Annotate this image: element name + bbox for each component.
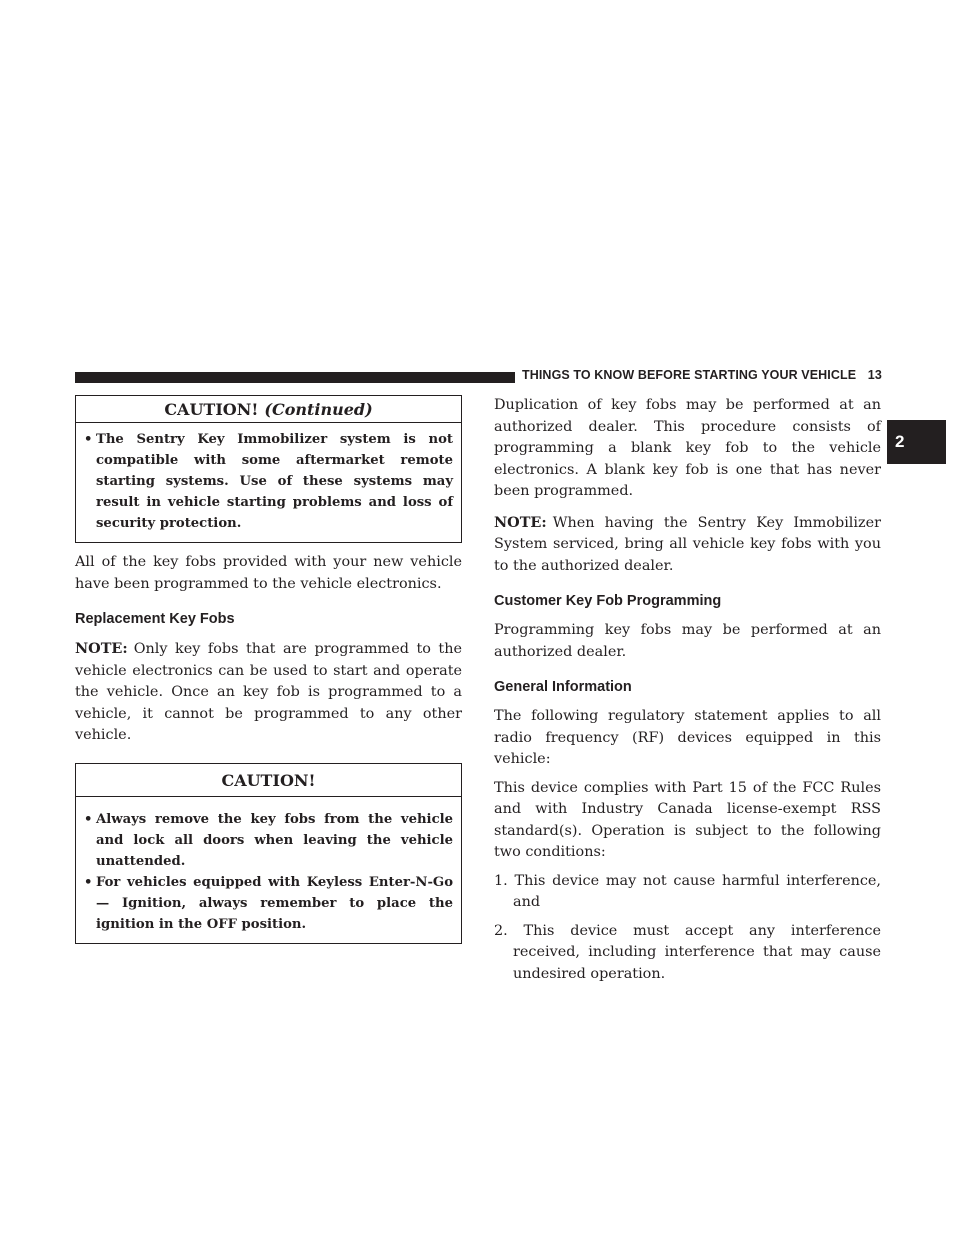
general-heading: General Information <box>494 679 632 695</box>
caution-item: • Always remove the key fobs from the vehicle and lock all doors when leaving the vehicle unattended. <box>84 809 453 872</box>
general-paragraph-2: This device complies with Part 15 of the FCC Rules and with Industry Canada license-exempt RSS standard(s). Operation is subject to the following two conditions: <box>494 779 881 860</box>
note-text: When having the Sentry Key Immobilizer System serviced, bring all vehicle key fobs with you to the authorized dealer. <box>494 514 881 574</box>
replacement-heading: Replacement Key Fobs <box>75 611 235 627</box>
customer-paragraph: Programming key fobs may be performed at an authorized dealer. <box>494 622 881 660</box>
caution-continued-title <box>76 396 461 423</box>
replacement-note <box>75 638 462 747</box>
service-note <box>494 512 881 578</box>
page-number: 13 <box>867 368 882 382</box>
duplication-paragraph: Duplication of key fobs may be performed at an authorized dealer. This procedure consists of programming a blank key fob to the vehicle electronics. A blank key fob is one that has never been programmed. <box>494 397 881 499</box>
section-title: THINGS TO KNOW BEFORE STARTING YOUR VEHICLE <box>522 368 857 382</box>
caution-label: CAUTION! <box>221 770 316 790</box>
chapter-tab[interactable]: 2 <box>887 420 946 464</box>
left-column <box>75 395 462 944</box>
running-header <box>522 368 892 382</box>
caution-item: • The Sentry Key Immobilizer system is not compatible with some aftermarket remote starting systems. Use of these systems may result in vehicle starting problems and loss of security protection. <box>84 429 453 534</box>
right-column <box>494 395 881 985</box>
caution-item: • For vehicles equipped with Keyless Enter-N-Go — Ignition, always remember to place the ignition in the OFF position. <box>84 872 453 935</box>
intro-paragraph: All of the key fobs provided with your new vehicle have been programmed to the vehicle electronics. <box>75 554 462 592</box>
note-label: NOTE: <box>75 640 128 657</box>
customer-heading: Customer Key Fob Programming <box>494 593 722 609</box>
caution-label: CAUTION! <box>164 400 259 419</box>
note-text: Only key fobs that are programmed to the vehicle electronics can be used to start and operate the vehicle. Once an key fob is programmed to a vehicle, it cannot be programmed to any other vehicle. <box>75 641 462 743</box>
general-paragraph-1: The following regulatory statement applies to all radio frequency (RF) devices equipped in this vehicle: <box>494 708 881 767</box>
caution-list <box>76 797 461 943</box>
caution-continued-list <box>76 423 461 542</box>
condition-item: 1. This device may not cause harmful interference, and <box>494 872 881 910</box>
caution-title <box>76 764 461 797</box>
conditions-list <box>494 871 881 986</box>
caution-continued-box <box>75 395 462 543</box>
header-rule <box>75 372 515 383</box>
note-label: NOTE: <box>494 513 547 531</box>
caution-box <box>75 763 462 944</box>
continued-label: (Continued) <box>264 400 373 419</box>
condition-item: 2. This device must accept any interference received, including interference that may cause undesired operation. <box>494 922 881 982</box>
